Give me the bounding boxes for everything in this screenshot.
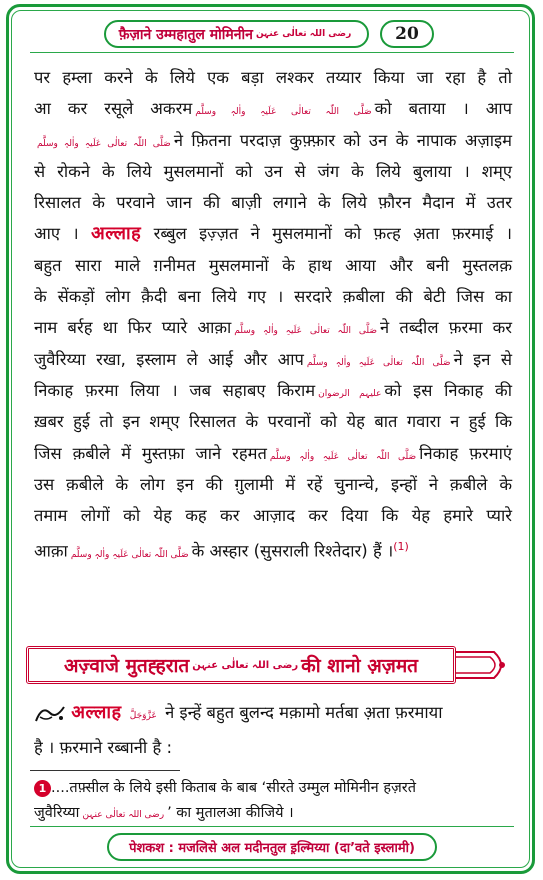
text-line: के सेंकड़ों लोग क़ैदी बना लिये गए । सरदारे क़बीला की बेटी जिस का <box>34 287 512 307</box>
footnote-ref[interactable]: (1) <box>393 540 409 554</box>
allah-calligraphy: अल्लाह <box>90 223 142 245</box>
text-line: है । फ़रमाने रब्बानी है : <box>34 738 173 757</box>
text-line: صَلَّی اللّٰہ تعالٰی عَلَیہِ واٰلہٖ وسلَّم ने फ़ितना परदाज़ कुफ़्फ़ार को उन के नापाक अज़ाइम <box>37 130 512 150</box>
text-line: पर हम्ला करने के लिये एक बड़ा लश्कर तय्यार किया जा रहा है तो <box>34 68 512 87</box>
footnote <box>34 776 512 828</box>
page-number: 20 <box>380 20 434 48</box>
publisher-footer: पेशकश : मजलिसे अल मदीनतुल इ़ल्मिय्या (दा’वते इस्लामी) <box>107 833 437 861</box>
azzawajal-honorific: عَزَّوَجَلَّ <box>129 711 157 721</box>
text-line: जुवैरिय्या रखा, इस्लाम ले आई और आप صَلَّی اللّٰہ تعالٰی عَلَیہِ واٰلہٖ وسلَّم ने इन से <box>34 349 512 369</box>
footnote-line: 1 ....तफ़्सील के लिये इसी किताब के बाब ‘सीरते उम्मुल मोमिनीन हज़रते <box>34 776 512 801</box>
text-line: आक़ा صَلَّی اللّٰہ تعالٰی عَلَیہِ واٰلہٖ وسلَّم के अस्हार (सुसराली रिश्तेदार) हैं ।$^{(1)}$ <box>34 540 409 561</box>
book-title-text: फ़ैज़ाने उम्महातुल मोमिनीन <box>118 26 253 43</box>
text-line: आ कर रसूले अकरम صَلَّی اللّٰہ تعالٰی عَلَیہِ واٰلہٖ وسلَّم को बताया । आप <box>34 99 512 119</box>
salawat-honorific: صَلَّی اللّٰہ تعالٰی عَلَیہِ واٰلہٖ وسلَّم <box>195 107 372 118</box>
text-line: बहुत सारा माले ग़नीमत मुसलमानों के हाथ आया और बनी मुस्तलक़ <box>34 255 512 275</box>
page-header <box>104 20 444 50</box>
radiyallah-honorific: رضی اللہ تعالٰی عنہن <box>82 810 165 820</box>
footnote-divider <box>30 770 180 771</box>
text-line: रिसालत के परवाने जान की बाज़ी लगाने के लिये फ़ौरन मैदान में उतर <box>34 193 512 213</box>
flourish-icon <box>34 703 66 725</box>
salawat-honorific: صَلَّی اللّٰہ تعالٰی عَلَیہِ واٰلہٖ وسلَّم <box>70 549 189 560</box>
footnote-number-badge: 1 <box>34 780 51 797</box>
after-heading-paragraph: अल्लाह عَزَّوَجَلَّ ने इन्हें बहुत बुलन्द मक़ामो मर्तबा अ़ता फ़रमाया है । फ़रमाने रब्बानी है : <box>34 697 512 763</box>
footer-rule <box>30 826 514 827</box>
footnote-line: जुवैरिय्या رضی اللہ تعالٰی عنہن ’ का मुतालआ कीजिये । <box>34 805 294 821</box>
salawat-honorific: صَلَّی اللّٰہ تعالٰی عَلَیہِ واٰلہٖ وسلَّم <box>234 326 377 337</box>
text-line: निकाह फ़रमा लिया । जब सहाबए किराम علیہم الرضوان को इस निकाह की <box>34 380 512 400</box>
text-line: उस क़बीले के लोग इन की ग़ुलामी में रहें चुनान्चे, इन्हों ने क़बीले के <box>34 474 512 494</box>
text-line: ख़बर हुई तो इन शम्ए रिसालत के परवानों को येह बात गवारा न हुई कि <box>34 412 512 432</box>
header-rule <box>30 52 514 53</box>
section-heading-banner <box>26 646 514 686</box>
text-line: तमाम लोगों को येह कह कर आज़ाद कर दिया कि येह हमारे प्यारे <box>34 506 512 526</box>
text-line: से रोकने के लिये मुसलमानों को उन से जंग के लिये बुलाया । शम्ए <box>34 161 512 181</box>
salawat-honorific: صَلَّی اللّٰہ تعالٰی عَلَیہِ واٰلہٖ وسلَّم <box>37 138 171 149</box>
salawat-honorific: صَلَّی اللّٰہ تعالٰی عَلَیہِ واٰلہٖ وسلَّم <box>269 451 417 462</box>
allah-calligraphy: अल्लाह <box>71 702 122 723</box>
section-heading: अज़्वाजे मुतह्हरात رضی اللہ تعالٰی عنہن की शानो अ़ज़मत <box>26 646 456 684</box>
salawat-honorific: صَلَّی اللّٰہ تعالٰی عَلَیہِ واٰلہٖ وسلَّم <box>306 357 451 368</box>
ridwan-honorific: علیہم الرضوان <box>318 388 382 399</box>
title-honorific: رضی اللہ تعالٰی عنہن <box>255 29 352 39</box>
text-line: नाम बर्रह था फिर प्यारे आक़ा صَلَّی اللّٰہ تعالٰی عَلَیہِ واٰلہٖ وسلَّم ने तब्दील फ़रमा कर <box>34 318 512 338</box>
text-line: आए । अल्लाह रब्बुल इज़्ज़त ने मुसलमानों को फ़त्ह अ़ता फ़रमाई । <box>34 223 513 245</box>
text-line: जिस क़बीले में मुस्तफ़ा जाने रहमत صَلَّی اللّٰہ تعالٰی عَلَیہِ واٰلہٖ وسلَّم निकाह फ़रमाएं <box>34 443 512 463</box>
radiyallah-honorific: رضی اللہ تعالٰی عنہن <box>192 659 299 671</box>
book-title <box>104 20 369 48</box>
banner-ornament-icon <box>454 648 510 682</box>
main-paragraph <box>34 62 512 563</box>
